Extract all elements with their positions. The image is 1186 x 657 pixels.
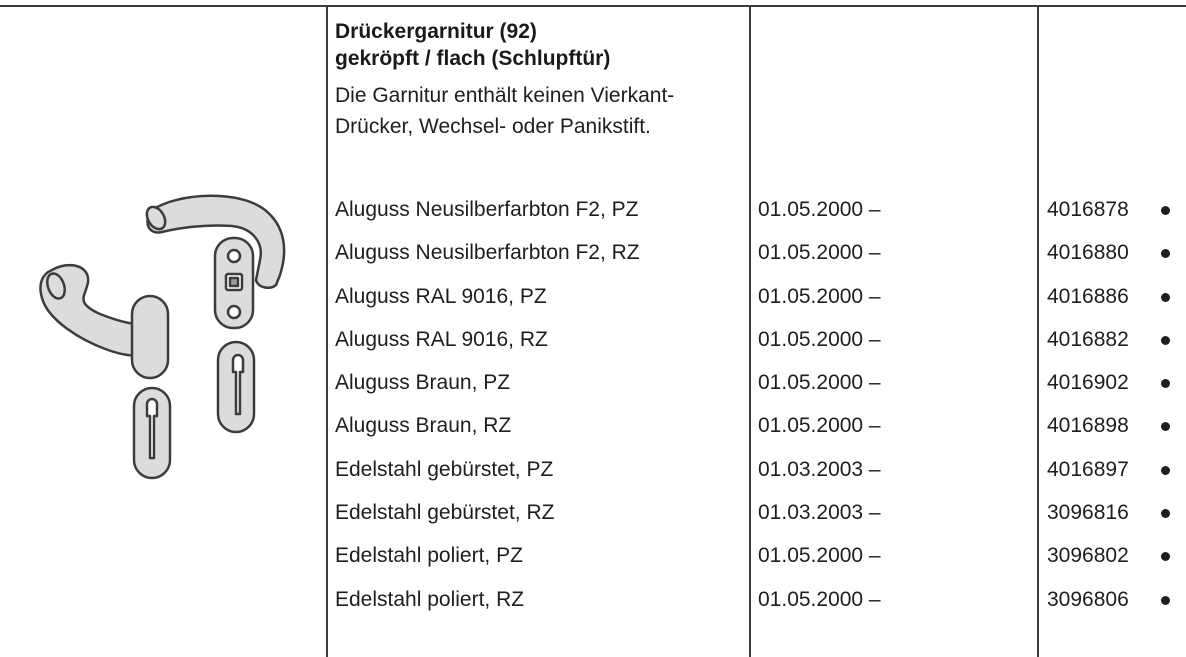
variant-name: Edelstahl poliert, RZ: [335, 587, 525, 611]
valid-from-date: 01.05.2000 –: [758, 241, 881, 265]
table-row: [0, 539, 1186, 582]
valid-from-date: 01.05.2000 –: [758, 327, 881, 351]
description-line-1: Die Garnitur enthält keinen Vierkant-: [335, 84, 675, 107]
table-row: [0, 496, 1186, 539]
valid-from-date: 01.05.2000 –: [758, 371, 881, 395]
table-row: [0, 583, 1186, 626]
valid-from-date: 01.03.2003 –: [758, 457, 881, 481]
table-row: [0, 366, 1186, 409]
article-number: 3096816: [1047, 501, 1129, 525]
variant-name: Aluguss RAL 9016, RZ: [335, 327, 548, 351]
availability-bullet-icon: [1161, 509, 1170, 518]
availability-bullet-icon: [1161, 206, 1170, 215]
availability-bullet-icon: [1161, 466, 1170, 475]
variant-name: Edelstahl gebürstet, PZ: [335, 457, 554, 481]
article-number: 4016880: [1047, 241, 1129, 265]
product-title: [335, 18, 610, 72]
table-row: [0, 236, 1186, 279]
valid-from-date: 01.05.2000 –: [758, 284, 881, 308]
availability-bullet-icon: [1161, 596, 1170, 605]
article-number: 3096806: [1047, 587, 1129, 611]
article-number: 4016878: [1047, 198, 1129, 221]
article-number: 3096802: [1047, 544, 1129, 568]
table-top-border: [0, 5, 1186, 7]
article-number: 4016882: [1047, 327, 1129, 351]
variant-name: Edelstahl gebürstet, RZ: [335, 501, 555, 525]
valid-from-date: 01.03.2003 –: [758, 501, 881, 525]
valid-from-date: 01.05.2000 –: [758, 544, 881, 568]
title-line-2: gekröpft / flach (Schlupftür): [335, 47, 611, 70]
table-row: [0, 409, 1186, 452]
article-number: 4016897: [1047, 457, 1129, 481]
availability-bullet-icon: [1161, 379, 1170, 388]
availability-bullet-icon: [1161, 422, 1170, 431]
variant-name: Aluguss Braun, PZ: [335, 371, 511, 395]
table-row: [0, 323, 1186, 366]
table-row: [0, 453, 1186, 496]
variant-list: [0, 193, 1186, 626]
product-description: [335, 80, 674, 142]
variant-name: Aluguss RAL 9016, PZ: [335, 284, 547, 308]
availability-bullet-icon: [1161, 552, 1170, 561]
valid-from-date: 01.05.2000 –: [758, 414, 881, 438]
variant-name: Edelstahl poliert, PZ: [335, 544, 523, 568]
variant-name: Aluguss Braun, RZ: [335, 414, 512, 438]
availability-bullet-icon: [1161, 336, 1170, 345]
article-number: 4016902: [1047, 371, 1129, 395]
table-row: [0, 280, 1186, 323]
availability-bullet-icon: [1161, 293, 1170, 302]
description-line-2: Drücker, Wechsel- oder Panikstift.: [335, 115, 651, 138]
title-line-1: Drückergarnitur (92): [335, 20, 537, 43]
article-number: 4016886: [1047, 284, 1129, 308]
availability-bullet-icon: [1161, 249, 1170, 258]
valid-from-date: 01.05.2000 –: [758, 587, 881, 611]
article-number: 4016898: [1047, 414, 1129, 438]
variant-name: Aluguss Neusilberfarbton F2, PZ: [335, 198, 639, 221]
variant-name: Aluguss Neusilberfarbton F2, RZ: [335, 241, 640, 265]
table-row: [0, 193, 1186, 236]
valid-from-date: 01.05.2000 –: [758, 198, 881, 221]
